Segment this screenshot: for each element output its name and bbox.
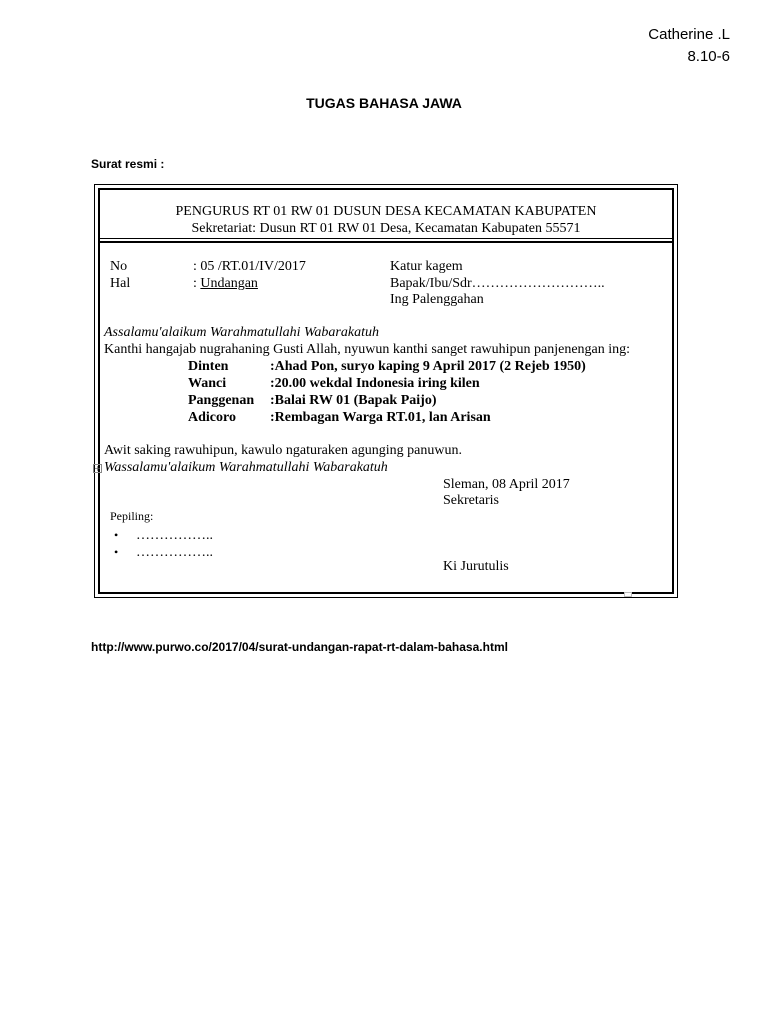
resize-handle[interactable] [624, 592, 632, 597]
detail-label: Dinten [188, 359, 229, 374]
bullet-icon: • [114, 545, 119, 559]
class-code: 8.10-6 [687, 48, 730, 65]
hal-label: Hal [110, 276, 131, 291]
greeting: Assalamu'alaikum Warahmatullahi Wabarakatuh [104, 325, 379, 340]
recipient-line: Ing Palenggahan [390, 292, 484, 307]
cc-label: Pepiling: [110, 509, 154, 523]
intro-label: Surat resmi : [91, 157, 165, 171]
no-value: : 05 /RT.01/IV/2017 [193, 259, 306, 274]
letterhead-org-name: PENGURUS RT 01 RW 01 DUSUN DESA KECAMATAN KABUPATEN [175, 204, 597, 219]
recipient-line: Katur kagem [390, 259, 463, 274]
author-name: Catherine .L [648, 26, 730, 43]
detail-label: Wanci [188, 376, 227, 391]
hal-value [193, 276, 258, 292]
cc-item: …………….. [136, 545, 213, 560]
detail-value: :Ahad Pon, suryo kaping 9 April 2017 (2 Rejeb 1950) [270, 359, 586, 374]
place-date: Sleman, 08 April 2017 [443, 477, 570, 492]
detail-value: :20.00 wekdal Indonesia iring kilen [270, 376, 480, 391]
cc-item: …………….. [136, 528, 213, 543]
detail-value: :Rembagan Warga RT.01, lan Arisan [270, 410, 491, 425]
page-title: TUGAS BAHASA JAWA [306, 95, 462, 111]
recipient-line: Bapak/Ibu/Sdr……………………….. [390, 276, 605, 291]
no-label: No [110, 259, 128, 274]
bullet-icon: • [114, 528, 119, 542]
hal-colon: : [193, 276, 201, 291]
signer-title: Sekretaris [443, 493, 499, 508]
letterhead-rule-thick [98, 241, 674, 243]
signer-name: Ki Jurutulis [443, 559, 509, 574]
letterhead-rule-thin [98, 238, 674, 239]
detail-label: Adicoro [188, 410, 236, 425]
detail-label: Panggenan [188, 393, 255, 408]
table-move-handle-icon[interactable]: + [94, 464, 101, 473]
farewell: Wassalamu'alaikum Warahmatullahi Wabarakatuh [104, 460, 388, 475]
opening-sentence: Kanthi hangajab nugrahaning Gusti Allah, nyuwun kanthi sanget rawuhipun panjenengan ing: [104, 342, 631, 357]
closing-sentence: Awit saking rawuhipun, kawulo ngaturaken agunging panuwun. [104, 443, 462, 458]
detail-value: :Balai RW 01 (Bapak Paijo) [270, 393, 437, 408]
hal-subject: Undangan [200, 276, 258, 291]
source-url: http://www.purwo.co/2017/04/surat-undangan-rapat-rt-dalam-bahasa.html [91, 640, 508, 654]
letterhead-address: Sekretariat: Dusun RT 01 RW 01 Desa, Kecamatan Kabupaten 55571 [191, 221, 581, 236]
